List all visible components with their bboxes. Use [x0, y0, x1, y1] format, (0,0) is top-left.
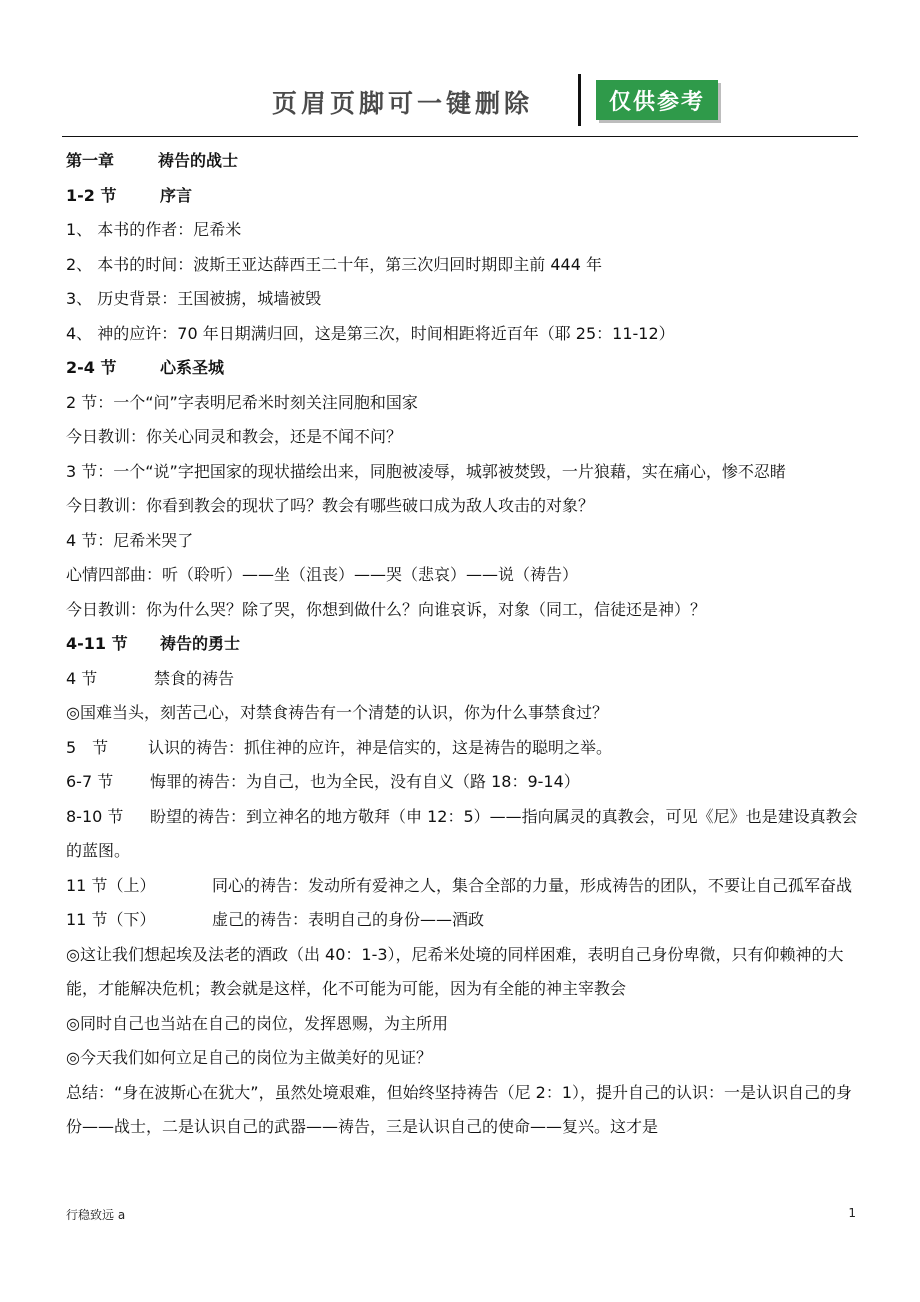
section-title: 序言 [160, 185, 193, 205]
verse-label: 5 节 [66, 737, 109, 757]
section-number: 2-4 节 [66, 358, 117, 377]
prayer-text: 虚己的祷告：表明自己的身份——酒政 [212, 910, 485, 929]
prayer-text: 同心的祷告：发动所有爱神之人，集合全部的力量，形成祷告的团队，不要让自己孤军奋战 [212, 875, 853, 895]
note-line: ◎今天我们如何立足自己的岗位为主做美好的见证？ [66, 1048, 432, 1067]
chapter-number: 第一章 [66, 151, 115, 170]
document-body [66, 144, 858, 1145]
prayer-item [66, 662, 858, 697]
list-item: 1、 本书的作者：尼希米 [66, 220, 242, 239]
paragraph: 今日教训：你为什么哭？除了哭，你想到做什么？向谁哀诉，对象（同工，信徒还是神）？ [66, 599, 707, 619]
paragraph: 今日教训：你关心同灵和教会，还是不闻不问？ [66, 427, 403, 446]
banner-divider [578, 74, 581, 126]
prayer-text: 悔罪的祷告：为自己，也为全民，没有自义（路 18：9-14） [150, 772, 580, 791]
verse-label: 4 节 [66, 668, 98, 688]
verse-label: 6-7 节 [66, 772, 114, 791]
section-number: 1-2 节 [66, 185, 117, 205]
verse-label: 8-10 节 [66, 806, 124, 826]
prayer-text: 禁食的祷告 [154, 668, 235, 688]
prayer-item [66, 903, 858, 938]
paragraph: 3 节：一个“说”字把国家的现状描绘出来，同胞被凌辱，城郭被焚毁，一片狼藉，实在痛心，惨不忍睹 [66, 461, 786, 481]
section-heading-1 [66, 179, 858, 214]
page-number: 1 [848, 1206, 856, 1220]
prayer-text: 认识的祷告：抓住神的应许，神是信实的，这是祷告的聪明之举。 [148, 737, 613, 757]
note-line: ◎同时自己也当站在自己的岗位，发挥恩赐，为主所用 [66, 1013, 448, 1033]
note-line: ◎国难当头，刻苦己心，对禁食祷告有一个清楚的认识，你为什么事禁食过？ [66, 703, 608, 722]
paragraph: 2 节：一个“问”字表明尼希米时刻关注同胞和国家 [66, 392, 418, 412]
list-item: 4、 神的应许：70 年日期满归回，这是第三次，时间相距将近百年（耶 25：11-12） [66, 323, 675, 343]
header-rule [62, 136, 858, 137]
note-line: ◎这让我们想起埃及法老的酒政（出 40：1-3），尼希米处境的同样困难，表明自己身份卑微，只有仰赖神的大能，才能解决危机；教会就是这样，化不可能为可能，因为有全能的神主宰教会 [66, 944, 844, 998]
header-banner [248, 74, 728, 130]
section-heading-3 [66, 627, 858, 662]
list-item: 3、 历史背景：王国被掳，城墙被毁 [66, 289, 322, 308]
chapter-title: 祷告的战士 [158, 151, 239, 170]
prayer-text: 盼望的祷告：到立神名的地方敬拜（申 12：5）——指向属灵的真教会，可见《尼》也是建设真教会的蓝图。 [66, 806, 858, 860]
section-title: 心系圣城 [160, 358, 225, 377]
section-heading-2 [66, 351, 858, 386]
paragraph: 心情四部曲：听（聆听）——坐（沮丧）——哭（悲哀）——说（祷告） [66, 565, 579, 584]
footer-text: 行稳致远 a [66, 1208, 126, 1222]
section-title: 祷告的勇士 [160, 634, 241, 653]
prayer-item [66, 800, 858, 869]
summary-paragraph: 总结：“身在波斯心在犹大”，虽然处境艰难，但始终坚持祷告（尼 2：1），提升自己的认识：一是认识自己的身份——战士，二是认识自己的武器——祷告，三是认识自己的使命——复兴。这才是 [66, 1082, 853, 1136]
prayer-item [66, 869, 858, 904]
paragraph: 今日教训：你看到教会的现状了吗？教会有哪些破口成为敌人攻击的对象？ [66, 496, 595, 515]
header-banner-text: 页眉页脚可一键删除 [272, 89, 534, 118]
list-item: 2、 本书的时间：波斯王亚达薛西王二十年，第三次归回时期即主前 444 年 [66, 254, 602, 274]
reference-badge: 仅供参考 [596, 80, 718, 120]
chapter-heading [66, 144, 858, 179]
paragraph: 4 节：尼希米哭了 [66, 530, 194, 550]
prayer-item [66, 731, 858, 766]
prayer-item [66, 765, 858, 800]
section-number: 4-11 节 [66, 634, 128, 653]
verse-label: 11 节（下） [66, 910, 156, 929]
verse-label: 11 节（上） [66, 875, 156, 895]
